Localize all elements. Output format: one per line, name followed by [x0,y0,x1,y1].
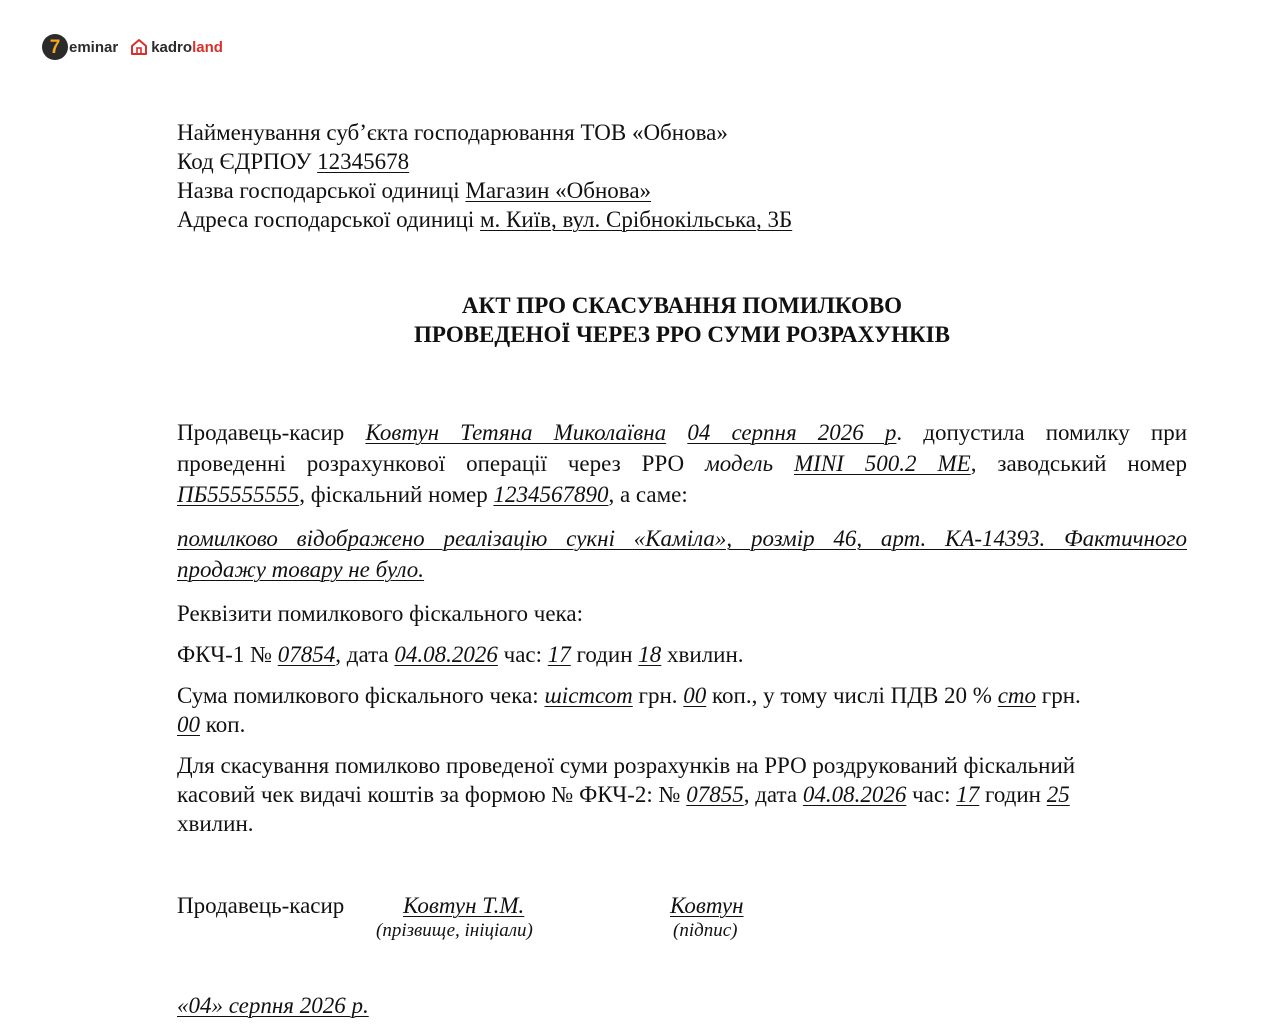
kadroland-logo [130,38,223,56]
serial-label: , заводський номер [970,451,1188,476]
cashier-label: Продавець-касир [177,420,345,445]
address-label: Адреса господарської одиниці [177,207,475,232]
error-date-wrap [687,420,1187,445]
edrpou-label: Код ЄДРПОУ [177,149,312,174]
sum-uah-label: грн. [638,683,678,708]
receipt-time-label: час: [503,642,542,667]
receipt-line [177,640,744,669]
doc-title-line2: ПРОВЕДЕНОЇ ЧЕРЕЗ РРО СУМИ РОЗРАХУНКІВ [414,322,950,347]
receipt-date: 04.08.2026 [394,642,498,667]
cancel-minutes: 25 [1046,782,1070,807]
cashier-name: Ковтун Тетяна Миколаївна [365,420,667,445]
cancel-prefix: касовий чек видачі коштів за формою № ФКЧ-2: № [177,782,681,807]
sum-line2 [177,710,245,739]
fiscal-label: , фіскальний номер [299,482,488,507]
receipt-minutes: 18 [638,642,662,667]
signature-sign-caption: (підпис) [673,920,738,941]
fiscal-value: 1234567890 [493,482,609,507]
vat-kop: 00 [177,712,200,737]
doc-title-line1: АКТ ПРО СКАСУВАННЯ ПОМИЛКОВО [461,293,903,318]
reason-line1: помилково відображено реалізацію сукні «Каміла», розмір 46, арт. КА-14393. Фактичного [177,526,1187,551]
kadroland-logo-part1: kadro [151,38,193,56]
receipt-number: 07854 [277,642,336,667]
para1-text-a: . допустила помилку при [896,420,1188,445]
sum-label: Сума помилкового фіскального чека: [177,683,539,708]
sum-kop: 00 [683,683,707,708]
cancel-date-label: , дата [743,782,798,807]
receipt-prefix: ФКЧ-1 № [177,642,273,667]
para1-line3 [177,480,1187,510]
seminar-logo-text: eminar [69,38,119,56]
cancel-line1: Для скасування помилково проведеної суми розрахунків на РРО роздрукований фіскальний [177,753,1076,778]
unit-value: Магазин «Обнова» [465,178,652,203]
serial-value: ПБ55555555 [177,482,300,507]
para1-text-c: , а саме: [608,482,688,507]
unit-name-line [177,176,651,205]
cancel-number: 07855 [686,782,744,807]
para1-text-b: проведенні розрахункової операції через РРО [177,451,685,476]
cancel-line2 [177,780,1070,809]
vat-uah-label: грн. [1041,683,1081,708]
cancel-date: 04.08.2026 [802,782,907,807]
receipt-hours-label: годин [576,642,633,667]
sum-vat-label: коп., у тому числі ПДВ 20 % [712,683,992,708]
receipt-minutes-label: хвилин. [667,642,744,667]
receipt-hours: 17 [547,642,571,667]
entity-name-line: Найменування суб’єкта господарювання ТОВ «Обнова» [177,120,728,145]
receipt-label: Реквізити помилкового фіскального чека: [177,601,583,626]
signature-label: Продавець-касир [177,893,345,918]
address-line [177,205,792,234]
receipt-date-label: , дата [335,642,389,667]
seminar-logo [42,34,118,60]
sum-line1 [177,681,1081,710]
cancel-time-label: час: [912,782,951,807]
address-value: м. Київ, вул. Срібнокільська, 3Б [480,207,793,232]
reason-line2: продажу товару не було. [177,557,425,582]
model-label: модель [705,451,774,476]
cancel-hours-label: годин [984,782,1041,807]
edrpou-line [177,147,409,176]
edrpou-value: 12345678 [317,149,410,174]
signature-sign: Ковтун [670,893,744,918]
para1-line1 [177,418,1187,448]
kadroland-logo-part2: land [192,38,223,56]
vat-kop-label: коп. [205,712,246,737]
logos [42,34,223,60]
signature-name: Ковтун Т.М. [403,893,525,918]
unit-label: Назва господарської одиниці [177,178,460,203]
model-value: MINI 500.2 ME [794,451,971,476]
signature-name-caption: (прізвище, ініціали) [376,920,533,941]
sum-amount: шістсот [544,683,633,708]
cancel-hours: 17 [956,782,980,807]
para1-line2 [177,449,1187,479]
model-wrap [794,451,1187,476]
vat-amount: сто [997,683,1037,708]
cancel-line3: хвилин. [177,811,254,836]
footer-date: «04» серпня 2026 р. [177,993,369,1018]
error-date: 04 серпня 2026 р [687,420,897,445]
house-icon [130,38,148,56]
seminar-logo-digit: 7 [42,34,68,60]
